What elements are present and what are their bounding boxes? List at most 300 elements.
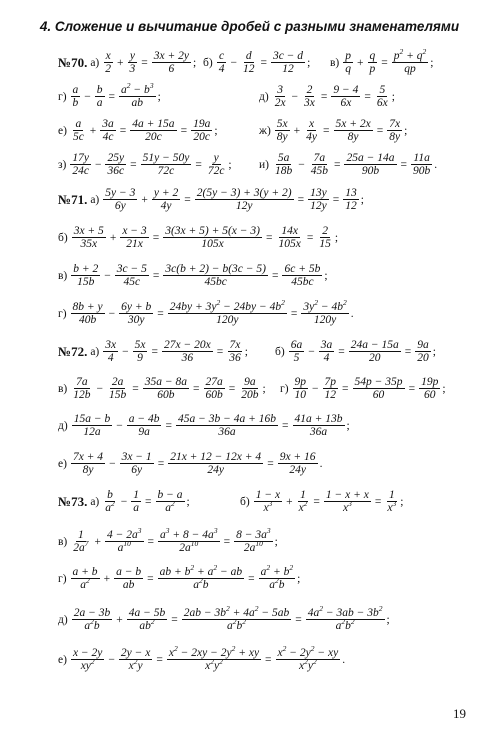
- operator: =: [132, 382, 139, 395]
- numerator: c: [219, 50, 225, 62]
- numerator: 3(3x + 5) + 5(x − 3): [165, 225, 260, 237]
- denominator: $x^2y$: [128, 657, 143, 672]
- operator: =: [228, 382, 236, 395]
- fraction: [163, 263, 268, 288]
- operator: −: [96, 382, 104, 395]
- numerator: x − 3: [122, 225, 147, 237]
- operator: =: [400, 158, 407, 171]
- fraction: [323, 376, 339, 401]
- denominator: 20: [368, 352, 381, 364]
- fraction: [309, 152, 330, 177]
- operator: =: [156, 653, 163, 666]
- operator: =: [141, 56, 148, 69]
- fraction: [130, 118, 176, 143]
- fraction: [152, 50, 191, 75]
- numerator: b: [96, 84, 103, 96]
- operator: =: [195, 158, 202, 171]
- denominator: 45b: [310, 165, 328, 177]
- denominator: 5c: [72, 131, 84, 143]
- fraction: [349, 339, 401, 364]
- numerator: $3y^2 - 4b^2$: [303, 298, 347, 313]
- operator: =: [180, 124, 188, 137]
- denominator: 36: [229, 352, 241, 364]
- fraction: [71, 376, 92, 401]
- numerator: 19p: [421, 376, 439, 388]
- denominator: 8y: [389, 131, 401, 143]
- denominator: 60b: [205, 389, 223, 401]
- denominator: 20c: [145, 131, 162, 143]
- punctuation: ;: [214, 124, 218, 137]
- fraction: [273, 152, 294, 177]
- numerator: 3c(b + 2) − b(3c − 5): [165, 263, 266, 275]
- numerator: 13: [345, 187, 357, 199]
- denominator: 2: [105, 63, 112, 75]
- numerator: 2a: [111, 376, 124, 388]
- denominator: 36: [181, 352, 194, 364]
- fraction: [334, 118, 373, 143]
- punctuation: ;: [274, 535, 278, 548]
- numerator: 3x + 2y: [153, 50, 189, 62]
- item-label: в): [330, 56, 340, 69]
- punctuation: ;: [360, 193, 364, 206]
- operator: =: [157, 457, 165, 470]
- denominator: 12: [324, 389, 337, 401]
- denominator: $2a^{10}$: [179, 539, 199, 554]
- denominator: 60: [372, 389, 385, 401]
- denominator: 3: [129, 63, 136, 75]
- numerator: 51y − 50y: [142, 152, 190, 164]
- fraction: [71, 451, 105, 476]
- fraction: [293, 376, 309, 401]
- fraction: [71, 84, 81, 109]
- fraction: [119, 301, 153, 326]
- operator: −: [230, 56, 237, 69]
- fraction: [304, 118, 319, 143]
- punctuation: ;: [442, 382, 446, 395]
- fraction: [289, 339, 305, 364]
- equation-row: [275, 339, 436, 364]
- operator: =: [381, 56, 388, 69]
- operator: =: [184, 193, 191, 206]
- fraction: [133, 339, 148, 364]
- fraction: [103, 187, 137, 212]
- fraction: [100, 118, 116, 143]
- operator: −: [308, 345, 315, 358]
- denominator: 6x: [376, 97, 388, 109]
- punctuation: ;: [186, 495, 190, 508]
- denominator: 4c: [102, 131, 114, 143]
- operator: =: [108, 90, 116, 103]
- operator: =: [282, 419, 289, 432]
- denominator: 105x: [201, 238, 224, 250]
- denominator: $a^2b$: [269, 576, 285, 591]
- fraction: [72, 607, 113, 632]
- fraction: [71, 118, 86, 143]
- punctuation: ;: [228, 158, 232, 171]
- denominator: $a^2$: [105, 499, 115, 514]
- fraction: [392, 47, 429, 75]
- numerator: d: [245, 50, 252, 62]
- punctuation: .: [434, 158, 438, 171]
- denominator: 120y: [313, 314, 337, 326]
- numerator: 27a: [205, 376, 223, 388]
- item-label: в): [58, 382, 68, 395]
- fraction: [259, 563, 296, 591]
- denominator: 15b: [109, 389, 127, 401]
- numerator: 3x: [105, 339, 117, 351]
- numerator: $24by + 3y^2 - 24by - 4b^2$: [169, 298, 285, 313]
- denominator: 72c: [207, 165, 225, 177]
- numerator: 2a − 3b: [73, 607, 111, 619]
- numerator: b + 2: [73, 263, 99, 275]
- operator: =: [374, 495, 382, 508]
- item-label: д): [259, 90, 269, 103]
- punctuation: ;: [432, 345, 436, 358]
- fraction: [128, 50, 138, 75]
- denominator: 72c: [157, 165, 175, 177]
- denominator: qp: [404, 63, 416, 75]
- equation-row: [58, 225, 338, 250]
- item-label: д): [58, 613, 68, 626]
- operator: +: [293, 124, 301, 137]
- fraction: [107, 376, 128, 401]
- denominator: 24y: [207, 464, 224, 476]
- numerator: 5x + 2x: [335, 118, 371, 130]
- numerator: 25y: [107, 152, 125, 164]
- equation-row: [58, 604, 390, 632]
- fraction: [105, 526, 144, 554]
- operator: =: [260, 56, 267, 69]
- fraction: [278, 451, 318, 476]
- operator: +: [286, 495, 293, 508]
- equation-row: [58, 263, 328, 288]
- fraction: [241, 50, 257, 75]
- denominator: 12: [242, 63, 255, 75]
- operator: =: [267, 457, 274, 470]
- denominator: a: [96, 97, 103, 109]
- numerator: 1 − x + x: [325, 489, 369, 501]
- numerator: 21x + 12 − 12x + 4: [170, 451, 262, 463]
- fraction: [103, 339, 118, 364]
- operator: =: [364, 90, 371, 103]
- numerator: p: [345, 50, 352, 62]
- denominator: 24c: [72, 165, 89, 177]
- fraction: [302, 84, 317, 109]
- numerator: $8 - 3a^3$: [236, 526, 271, 541]
- numerator: 25a − 14a: [346, 152, 395, 164]
- numerator: $a^3 + 8 - 4a^3$: [160, 526, 218, 541]
- operator: =: [323, 124, 330, 137]
- equation-row: [58, 50, 196, 75]
- numerator: 27x − 20x: [163, 339, 211, 351]
- numerator: $2ab - 3b^2 + 4a^2 - 5ab$: [183, 604, 290, 619]
- denominator: $x^3$: [263, 499, 273, 514]
- numerator: $p^2 + q^2$: [393, 47, 427, 62]
- operator: +: [89, 124, 97, 137]
- operator: =: [306, 231, 314, 244]
- denominator: 12b: [73, 389, 91, 401]
- operator: =: [333, 158, 341, 171]
- numerator: $a^2 - b^3$: [121, 81, 154, 96]
- exercise-number: №70.: [58, 54, 88, 70]
- denominator: $xy^2$: [80, 657, 95, 672]
- operator: =: [332, 193, 340, 206]
- operator: =: [119, 124, 127, 137]
- item-label: г): [280, 382, 289, 395]
- equation-row: [330, 47, 434, 75]
- item-label: в): [58, 269, 68, 282]
- fraction: [239, 376, 260, 401]
- fraction: [119, 81, 156, 109]
- operator: =: [165, 419, 172, 432]
- fraction: [163, 225, 262, 250]
- numerator: 4a + 15a: [132, 118, 175, 130]
- numerator: a − 4b: [128, 413, 160, 425]
- item-label: д): [58, 419, 68, 432]
- fraction: [277, 225, 303, 250]
- fraction: [271, 50, 305, 75]
- item-label: б): [203, 56, 213, 69]
- punctuation: ;: [324, 269, 328, 282]
- denominator: $2a^7$: [73, 539, 89, 554]
- denominator: b: [72, 97, 79, 109]
- denominator: 15: [319, 238, 331, 250]
- numerator: y + 2: [153, 187, 179, 199]
- numerator: 24a − 15a: [350, 339, 399, 351]
- item-label: в): [58, 535, 68, 548]
- item-label: и): [259, 158, 269, 171]
- numerator: a − b: [116, 566, 142, 578]
- denominator: 35x: [80, 238, 98, 250]
- denominator: 40b: [78, 314, 97, 326]
- operator: =: [130, 158, 137, 171]
- fraction: [254, 489, 282, 514]
- fraction: [273, 84, 288, 109]
- punctuation: ;: [386, 613, 390, 626]
- denominator: 12y: [235, 200, 253, 212]
- numerator: b: [107, 489, 113, 501]
- denominator: $a^{10}$: [117, 539, 131, 554]
- punctuation: ;: [404, 124, 408, 137]
- operator: +: [109, 231, 117, 244]
- operator: =: [313, 495, 320, 508]
- numerator: y: [213, 152, 219, 164]
- operator: =: [216, 345, 224, 358]
- item-label: а): [90, 345, 100, 358]
- fraction: [415, 339, 431, 364]
- punctuation: ;: [346, 419, 350, 432]
- operator: −: [122, 345, 129, 358]
- operator: =: [408, 382, 416, 395]
- denominator: 90b: [413, 165, 431, 177]
- denominator: 90b: [361, 165, 380, 177]
- numerator: y: [129, 50, 135, 62]
- fraction: [387, 118, 402, 143]
- operator: =: [320, 90, 328, 103]
- fraction: [141, 152, 192, 177]
- denominator: 20c: [193, 131, 210, 143]
- equation-row: [259, 152, 437, 177]
- fraction: [120, 451, 154, 476]
- fraction: [127, 413, 162, 438]
- numerator: 6y + b: [121, 301, 152, 313]
- equation-row: [58, 526, 278, 554]
- denominator: 9: [137, 352, 143, 364]
- numerator: $4 - 2a^3$: [107, 526, 142, 541]
- section-title: 4. Сложение и вычитание дробей с разными знаменателями: [39, 19, 460, 34]
- denominator: 8y: [347, 131, 359, 143]
- numerator: 9p: [294, 376, 307, 388]
- operator: =: [145, 495, 152, 508]
- denominator: 120y: [216, 314, 239, 326]
- punctuation: ;: [244, 345, 248, 358]
- numerator: 9 − 4: [333, 84, 359, 96]
- numerator: 5a: [277, 152, 290, 164]
- numerator: 3x + 5: [73, 225, 104, 237]
- item-label: а): [90, 193, 100, 206]
- numerator: ab + $b^2 + a^2$ − ab: [159, 563, 243, 578]
- fraction: [167, 644, 261, 672]
- operator: =: [404, 345, 412, 358]
- numerator: 2(5y − 3) + 3(y + 2): [196, 187, 292, 199]
- item-label: а): [90, 495, 100, 508]
- numerator: 1: [300, 489, 306, 501]
- numerator: 3a: [320, 339, 333, 351]
- denominator: 8y: [82, 464, 94, 476]
- fraction: [182, 604, 292, 632]
- numerator: 41a + 13b: [294, 413, 343, 425]
- fraction: [103, 50, 113, 75]
- denominator: a: [133, 502, 140, 514]
- numerator: 7x: [229, 339, 241, 351]
- numerator: 13y: [310, 187, 327, 199]
- numerator: $x^2 - 2xy - 2y^2$ + xy: [168, 644, 260, 659]
- denominator: 4: [323, 352, 330, 364]
- punctuation: ;: [157, 90, 161, 103]
- fraction: [191, 118, 212, 143]
- punctuation: .: [342, 653, 346, 666]
- denominator: $a^2$: [165, 499, 175, 514]
- operator: =: [193, 382, 200, 395]
- item-label: г): [58, 90, 67, 103]
- operator: =: [152, 231, 160, 244]
- page-number: 19: [453, 706, 466, 721]
- numerator: 5x: [276, 118, 288, 130]
- denominator: 36a: [218, 426, 236, 438]
- fraction: [324, 489, 371, 514]
- operator: =: [338, 345, 345, 358]
- equation-row: [203, 50, 310, 75]
- fraction: [319, 339, 335, 364]
- equation-row: [259, 84, 395, 109]
- numerator: 5: [379, 84, 386, 96]
- fraction: [375, 84, 390, 109]
- numerator: 7a: [76, 376, 88, 388]
- equation-row: [58, 451, 322, 476]
- punctuation: ;: [262, 382, 266, 395]
- fraction: [168, 298, 287, 326]
- fraction: [206, 152, 227, 177]
- numerator: 1 − x: [255, 489, 281, 501]
- numerator: 3x − 1: [121, 451, 152, 463]
- fraction: [368, 50, 378, 75]
- exercise-number: №71.: [58, 191, 88, 207]
- operator: =: [376, 124, 384, 137]
- numerator: 14x: [281, 225, 298, 237]
- operator: −: [298, 158, 305, 171]
- denominator: 24y: [289, 464, 306, 476]
- numerator: 11a: [413, 152, 430, 164]
- punctuation: ;: [334, 231, 339, 244]
- equation-row: [280, 376, 446, 401]
- numerator: 1: [78, 529, 84, 541]
- denominator: $2a^{10}$: [243, 539, 263, 554]
- numerator: 7a: [313, 152, 326, 164]
- numerator: 45a − 3b − 4a + 16b: [177, 413, 276, 425]
- denominator: $ab^2$: [139, 617, 155, 632]
- fraction: [385, 489, 398, 514]
- fraction: [114, 566, 143, 591]
- denominator: ab: [122, 579, 135, 591]
- numerator: 2: [306, 84, 313, 96]
- denominator: 4: [218, 63, 225, 75]
- numerator: 4a − 5b: [128, 607, 166, 619]
- operator: =: [147, 572, 154, 585]
- item-label: б): [58, 231, 68, 244]
- punctuation: ;: [391, 90, 395, 103]
- numerator: 5y − 3: [105, 187, 136, 199]
- fraction: [276, 644, 341, 672]
- operator: =: [342, 382, 349, 395]
- denominator: 12a: [83, 426, 101, 438]
- fraction: [195, 187, 294, 212]
- item-label: е): [58, 653, 67, 666]
- numerator: x − 2y: [72, 647, 103, 659]
- numerator: x: [309, 118, 315, 130]
- equation-row: [240, 489, 403, 514]
- fraction: [143, 376, 189, 401]
- numerator: 9a: [244, 376, 256, 388]
- numerator: $4a^2 - 3ab - 3b^2$: [307, 604, 383, 619]
- fraction: [411, 152, 432, 177]
- fraction: [353, 376, 405, 401]
- denominator: $x^2y^2$: [205, 657, 223, 672]
- denominator: 6y: [114, 200, 126, 212]
- denominator: $a^2b$: [193, 576, 209, 591]
- punctuation: .: [319, 457, 323, 470]
- operator: =: [271, 269, 279, 282]
- numerator: 35a − 8a: [144, 376, 188, 388]
- punctuation: ;: [430, 56, 434, 69]
- operator: −: [120, 495, 128, 508]
- operator: −: [104, 269, 111, 282]
- equation-row: [58, 118, 218, 143]
- fraction: [343, 50, 353, 75]
- operator: −: [94, 158, 102, 171]
- denominator: 45c: [123, 276, 141, 288]
- exercise-number: №72.: [58, 343, 88, 359]
- numerator: $a^2 + b^2$: [260, 563, 294, 578]
- denominator: 6: [168, 63, 175, 75]
- denominator: 5: [293, 352, 300, 364]
- operator: =: [147, 535, 155, 548]
- numerator: 1: [133, 489, 140, 501]
- denominator: $x^3$: [342, 499, 352, 514]
- fraction: [168, 451, 263, 476]
- fraction: [120, 225, 148, 250]
- denominator: ab: [131, 97, 144, 109]
- operator: −: [109, 457, 116, 470]
